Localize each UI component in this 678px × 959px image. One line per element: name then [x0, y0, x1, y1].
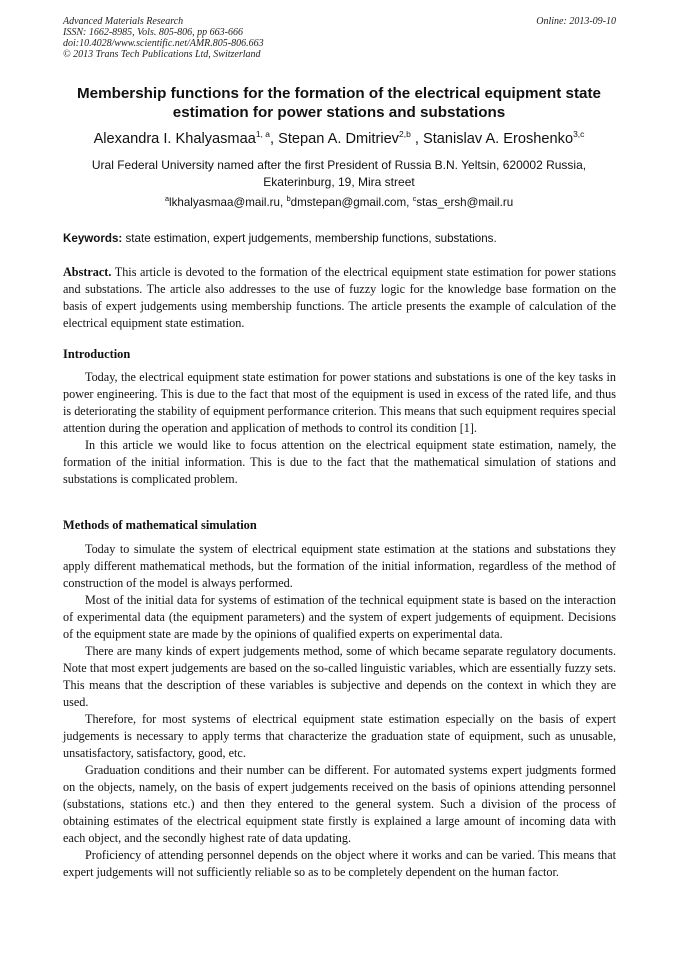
abstract: [63, 264, 616, 332]
email-mark: c: [412, 194, 417, 203]
abstract-label: Abstract.: [63, 265, 112, 279]
email-address[interactable]: dmstepan@gmail.com: [290, 196, 407, 209]
author-separator: ,: [410, 131, 423, 147]
methods-section: [63, 541, 616, 881]
author-affiliation-mark: 1, a: [255, 129, 271, 139]
email-mark: b: [286, 194, 291, 203]
journal-name: Advanced Materials Research: [63, 16, 184, 27]
email-mark: a: [164, 194, 169, 203]
keywords-label: Keywords:: [63, 232, 123, 245]
email-separator: ,: [280, 196, 287, 209]
paper-title: Membership functions for the formation of the electrical equipment state estimation for power stations and substations: [76, 85, 602, 121]
email-list: [60, 195, 618, 210]
author-separator: ,: [270, 131, 279, 147]
paragraph: Today, the electrical equipment state estimation for power stations and substations is one of the key tasks in power engineering. This is due to the fact that most of the equipment is used in excess of the rated life, and thus is deteriorating the stability of equipment performance criterion. This means that such equipment requires special attention during the operation and application of methods to control its condition [1].: [63, 370, 616, 435]
keywords-text: state estimation, expert judgements, membership functions, substations.: [122, 232, 497, 245]
author-affiliation-mark: 2,b: [398, 129, 411, 139]
issn-line: ISSN: 1662-8985, Vols. 805-806, pp 663-666: [63, 27, 243, 38]
paragraph: Therefore, for most systems of electrical equipment state estimation especially on the basis of expert judgements is necessary to apply terms that characterize the graduation state of equipment, such as unusable, unsatisfactory, satisfactory, good, etc.: [63, 712, 616, 760]
introduction-section: [63, 369, 616, 488]
author-name: Stepan A. Dmitriev: [278, 131, 399, 147]
email-separator: ,: [406, 196, 413, 209]
paragraph: Most of the initial data for systems of estimation of the technical equipment state is based on the interaction of experimental data (the equipment parameters) and the system of expert judgements of equipment. Decisions of the equipment state are made by the opinions of qualified experts on experimental data.: [63, 593, 616, 641]
author-list: [30, 130, 648, 148]
author-name: Alexandra I. Khalyasmaa: [93, 131, 256, 147]
paragraph: In this article we would like to focus attention on the electrical equipment state estimation, namely, the formation of the initial information. This is due to the fact that the mathematical simulation of stations and substations is complicated problem.: [63, 438, 616, 486]
paragraph: Proficiency of attending personnel depends on the object where it works and can be varied. This means that expert judgements will not sufficiently reliable so as to be completely dependent on the human factor.: [63, 848, 616, 879]
email-address[interactable]: stas_ersh@mail.ru: [416, 196, 514, 209]
paragraph: There are many kinds of expert judgements method, some of which became separate regulatory documents. Note that most expert judgements are based on the so-called linguistic variables, which are essentially fuzzy sets. This means that the description of these variables is subjective and depends on the context in which they are used.: [63, 644, 616, 709]
copyright-line: © 2013 Trans Tech Publications Ltd, Switzerland: [63, 49, 261, 60]
paragraph: Graduation conditions and their number can be different. For automated systems expert judgments formed on the objects, namely, on the basis of expert judgements received on the basis of opinions attending personnel (substations, stations etc.) and then they entered to the general system. Such a division of the process of obtaining estimates of the electrical equipment state firstly is explained a large amount of incoming data with each object, and the secondly highest rate of data updating.: [63, 763, 616, 845]
running-header: [63, 16, 616, 60]
paragraph: Today to simulate the system of electrical equipment state estimation at the stations and substations they apply different mathematical methods, but the formation of the initial information, regardless of the method of construction of the model is always performed.: [63, 542, 616, 590]
author-name: Stanislav A. Eroshenko: [422, 131, 574, 147]
doi-line: doi:10.4028/www.scientific.net/AMR.805-806.663: [63, 38, 264, 49]
author-affiliation-mark: 3,c: [573, 129, 585, 139]
section-heading-methods: Methods of mathematical simulation: [63, 518, 257, 532]
keywords: [63, 231, 616, 246]
online-date: Online: 2013-09-10: [536, 16, 616, 27]
section-heading-introduction: Introduction: [63, 347, 131, 361]
email-address[interactable]: lkhalyasmaa@mail.ru: [169, 196, 280, 209]
publication-info: [63, 16, 264, 60]
affiliation: Ural Federal University named after the first President of Russia B.N. Yeltsin, 620002 Russia, Ekaterinburg, 19, Mira street: [91, 158, 587, 189]
abstract-text: This article is devoted to the formation of the electrical equipment state estimation for power stations and substations. The article also addresses to the use of fuzzy logic for the knowledge base formation on the basis of expert judgements using membership functions. The article presents the example of calculation of the electrical equipment state estimation.: [63, 265, 616, 330]
